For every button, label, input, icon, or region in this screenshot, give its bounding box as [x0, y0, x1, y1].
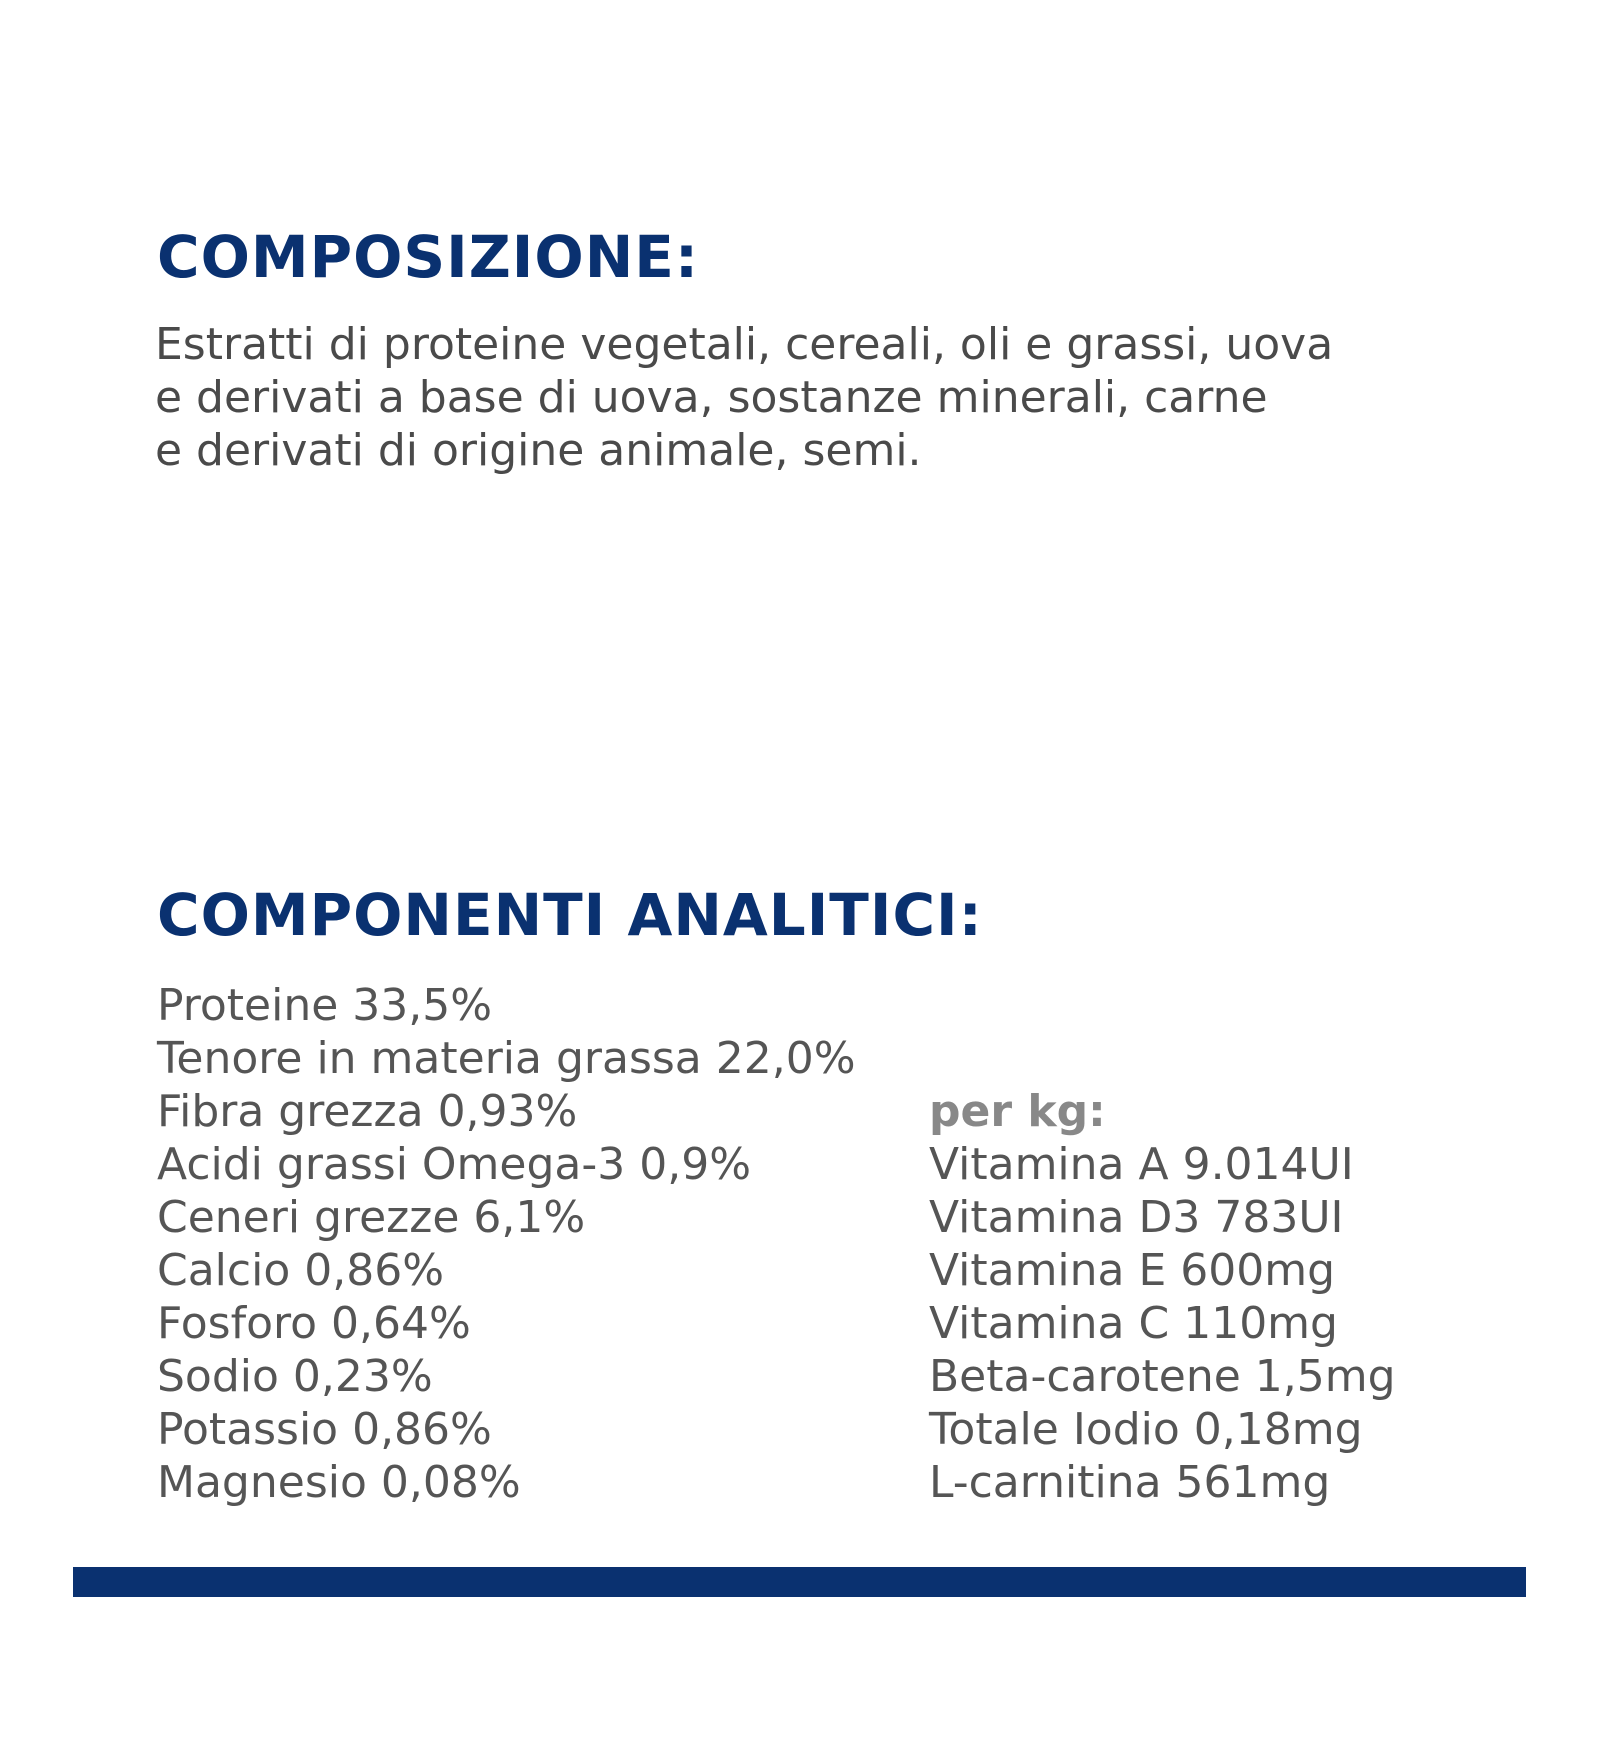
bottom-divider-bar — [73, 1567, 1526, 1597]
list-item: L-carnitina 561mg — [929, 1457, 1331, 1508]
per-kg-vitamins-list — [929, 1085, 1396, 1509]
list-item: Acidi grassi Omega-3 0,9% — [157, 1139, 752, 1190]
list-item: Sodio 0,23% — [157, 1351, 433, 1402]
per-kg-label: per kg: — [929, 1086, 1106, 1137]
list-item: Proteine 33,5% — [157, 980, 493, 1031]
list-item: Vitamina A 9.014UI — [929, 1139, 1354, 1190]
list-item: Vitamina C 110mg — [929, 1298, 1338, 1349]
list-item: Tenore in materia grassa 22,0% — [157, 1033, 856, 1084]
list-item: Fibra grezza 0,93% — [157, 1086, 578, 1137]
composition-line: e derivati a base di uova, sostanze minerali, carne — [155, 372, 1268, 423]
composition-heading: COMPOSIZIONE: — [157, 223, 700, 291]
list-item: Magnesio 0,08% — [157, 1457, 521, 1508]
list-item: Beta-carotene 1,5mg — [929, 1351, 1396, 1402]
analytical-components-heading: COMPONENTI ANALITICI: — [157, 881, 983, 949]
list-item: Calcio 0,86% — [157, 1245, 445, 1296]
composition-line: Estratti di proteine vegetali, cereali, oli e grassi, uova — [155, 319, 1334, 370]
list-item: Totale Iodio 0,18mg — [929, 1404, 1363, 1455]
list-item: Fosforo 0,64% — [157, 1298, 471, 1349]
list-item: Ceneri grezze 6,1% — [157, 1192, 586, 1243]
list-item: Vitamina D3 783UI — [929, 1192, 1344, 1243]
list-item: Potassio 0,86% — [157, 1404, 492, 1455]
list-item: Vitamina E 600mg — [929, 1245, 1336, 1296]
analytical-components-list — [157, 979, 856, 1509]
composition-text — [155, 318, 1485, 477]
composition-line: e derivati di origine animale, semi. — [155, 425, 922, 476]
